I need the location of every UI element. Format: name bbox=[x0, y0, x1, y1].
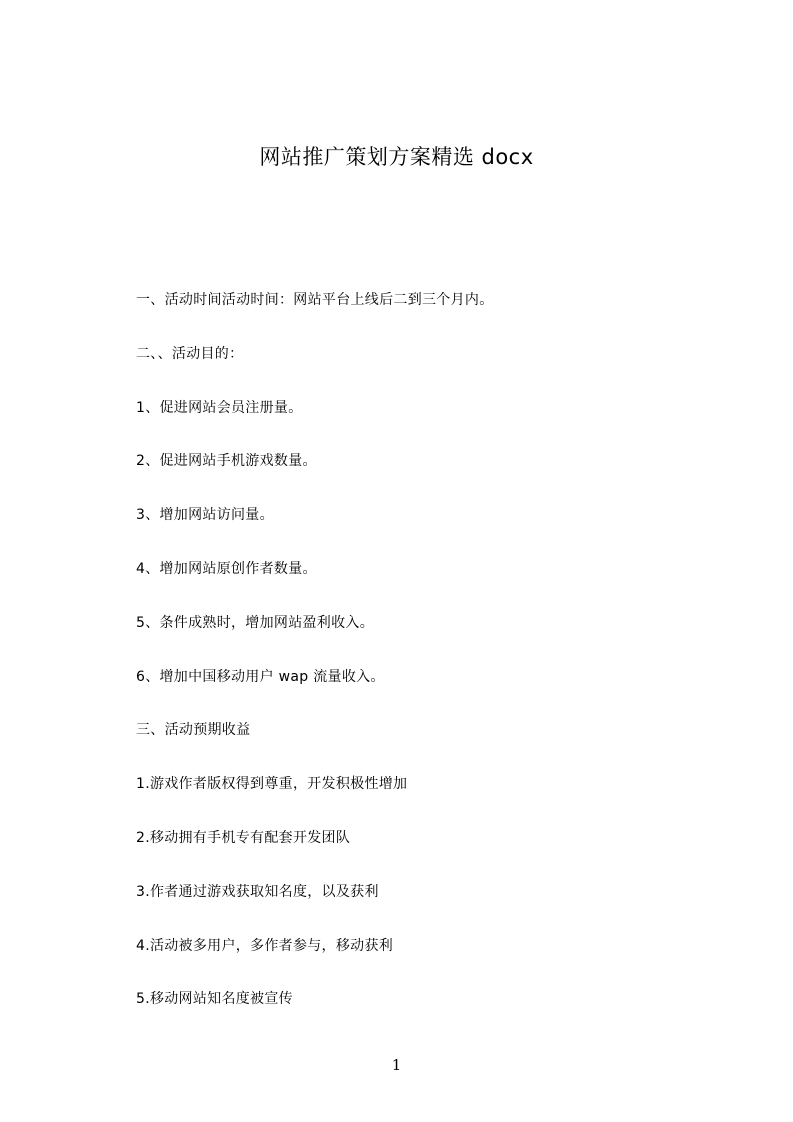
paragraph-benefit-5: 5.移动网站知名度被宣传 bbox=[136, 991, 293, 1008]
paragraph-goal-6: 6、增加中国移动用户 wap 流量收入。 bbox=[136, 668, 385, 685]
paragraph-activity-goal-heading: 二、、活动目的： bbox=[136, 345, 244, 362]
paragraph-expected-benefit-heading: 三、活动预期收益 bbox=[136, 722, 251, 739]
paragraph-goal-4: 4、增加网站原创作者数量。 bbox=[136, 560, 317, 577]
paragraph-benefit-3: 3.作者通过游戏获取知名度，以及获利 bbox=[136, 883, 379, 900]
paragraph-benefit-4: 4.活动被多用户，多作者参与，移动获利 bbox=[136, 937, 394, 954]
document-body bbox=[136, 288, 696, 1041]
paragraph-benefit-1: 1.游戏作者版权得到尊重，开发积极性增加 bbox=[136, 776, 408, 793]
paragraph-goal-1: 1、促进网站会员注册量。 bbox=[136, 399, 303, 416]
paragraph-goal-2: 2、促进网站手机游戏数量。 bbox=[136, 453, 317, 470]
page-number: 1 bbox=[391, 1056, 402, 1074]
paragraph-goal-5: 5、条件成熟时，增加网站盈利收入。 bbox=[136, 614, 375, 631]
paragraph-activity-time: 一、活动时间活动时间：网站平台上线后二到三个月内。 bbox=[136, 292, 494, 308]
document-title: 网站推广策划方案精选 docx bbox=[259, 145, 534, 169]
paragraph-benefit-2: 2.移动拥有手机专有配套开发团队 bbox=[136, 829, 351, 846]
paragraph-goal-3: 3、增加网站访问量。 bbox=[136, 507, 274, 524]
